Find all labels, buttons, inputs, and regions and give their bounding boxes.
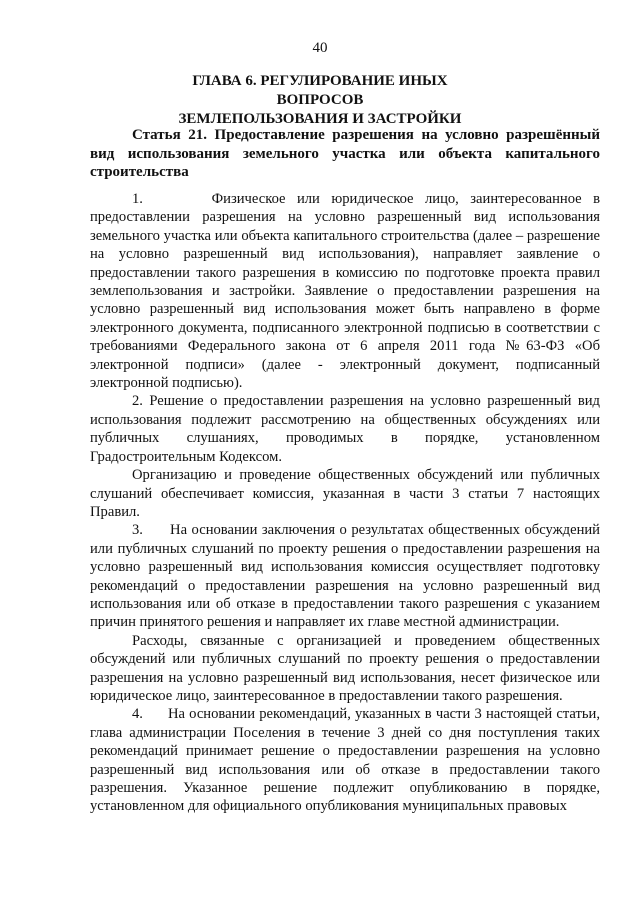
paragraph-3: Организацию и проведение общественных обсуждений или публичных слушаний обеспечивает комиссия, указанная в части 3 статьи 7 настоящих Правил. — [90, 467, 600, 520]
chapter-title-line-2: ЗЕМЛЕПОЛЬЗОВАНИЯ И ЗАСТРОЙКИ — [178, 111, 462, 127]
paragraph-6: 4. На основании рекомендаций, указанных в части 3 настоящей статьи, глава администрации Поселения в течение 3 дней со дня поступления таких рекомендаций принимает решение о предоставлении разрешения на условно разрешенный вид использования или об отказе в предоставлении такого разрешения. Указанное решение подлежит опубликованию в порядке, установленном для официального опубликования муниципальных правовых — [90, 706, 600, 815]
page-number: 40 — [312, 40, 328, 56]
chapter-title — [150, 72, 490, 129]
article-title: Статья 21. Предоставление разрешения на условно разрешённый вид использования земельного участка или объекта капитального строительства — [90, 127, 600, 180]
paragraph-5: Расходы, связанные с организацией и проведением общественных обсуждений или публичных слушаний по проекту решения о предоставлении разрешения на условно разрешенный вид использования, несет физическое или юридическое лицо, заинтересованное в предоставлении такого разрешения. — [90, 632, 600, 704]
chapter-title-line-1: ГЛАВА 6. РЕГУЛИРОВАНИЕ ИНЫХ ВОПРОСОВ — [192, 73, 448, 108]
paragraph-2: 2. Решение о предоставлении разрешения на условно разрешенный вид использования подлежит рассмотрению на общественных обсуждениях или публичных слушаниях, проводимых в порядке, установленном Градостроительным Кодексом. — [90, 393, 600, 465]
document-body — [90, 190, 600, 816]
paragraph-1: 1. Физическое или юридическое лицо, заинтересованное в предоставлении разрешения на условно разрешенный вид использования земельного участка или объекта капитального строительства (далее – разрешение на условно разрешенный вид использования), направляет заявление о предоставлении такого разрешения в комиссию по подготовке проекта правил землепользования и застройки. Заявление о предоставлении разрешения на условно разрешенный вид использования может быть направлено в форме электронного документа, подписанного электронной подписью в соответствии с требованиями Федерального закона от 6 апреля 2011 года №63-ФЗ «Об электронной подписи» (далее - электронный документ, подписанный электронной подписью). — [90, 191, 600, 392]
paragraph-4: 3. На основании заключения о результатах общественных обсуждений или публичных слушаний по проекту решения о предоставлении разрешения на условно разрешенный вид использования комиссия осуществляет подготовку рекомендаций о предоставлении разрешения на условно разрешенный вид использования или об отказе в предоставлении такого разрешения с указанием причин принятого решения и направляет их главе местной администрации. — [90, 522, 600, 631]
